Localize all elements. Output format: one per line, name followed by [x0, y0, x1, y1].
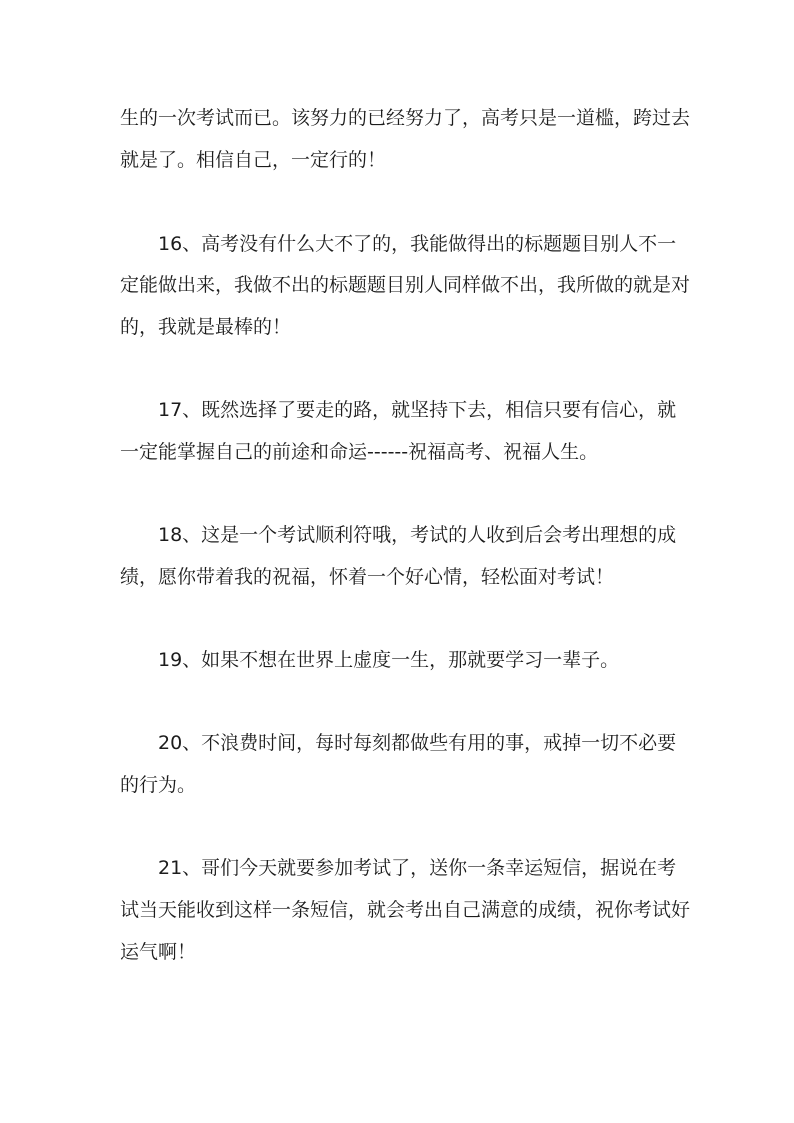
paragraph-line: 17、既然选择了要走的路，就坚持下去，相信只要有信心，就: [158, 399, 677, 421]
paragraph-line: 的行为。: [120, 774, 197, 796]
paragraph-line: 生的一次考试而已。该努力的已经努力了，高考只是一道槛，跨过去: [120, 107, 691, 129]
paragraph-line: 16、高考没有什么大不了的，我能做得出的标题题目别人不一: [158, 233, 677, 255]
paragraph-line: 运气啊！: [120, 941, 197, 963]
paragraph-line: 就是了。相信自己，一定行的！: [120, 149, 387, 171]
paragraph-line: 试当天能收到这样一条短信，就会考出自己满意的成绩，祝你考试好: [120, 899, 691, 921]
paragraph-line: 绩，愿你带着我的祝福，怀着一个好心情，轻松面对考试！: [120, 566, 615, 588]
paragraph-line: 的，我就是最棒的！: [120, 316, 292, 338]
paragraph-line: 19、如果不想在世界上虚度一生，那就要学习一辈子。: [158, 649, 620, 671]
paragraph-line: 一定能掌握自己的前途和命运------祝福高考、祝福人生。: [120, 441, 599, 463]
paragraph-line: 定能做出来，我做不出的标题题目别人同样做不出，我所做的就是对: [120, 274, 691, 296]
paragraph-line: 20、不浪费时间，每时每刻都做些有用的事，戒掉一切不必要: [158, 732, 677, 754]
paragraph-line: 18、这是一个考试顺利符哦，考试的人收到后会考出理想的成: [158, 524, 677, 546]
paragraph-line: 21、哥们今天就要参加考试了，送你一条幸运短信，据说在考: [158, 857, 677, 879]
